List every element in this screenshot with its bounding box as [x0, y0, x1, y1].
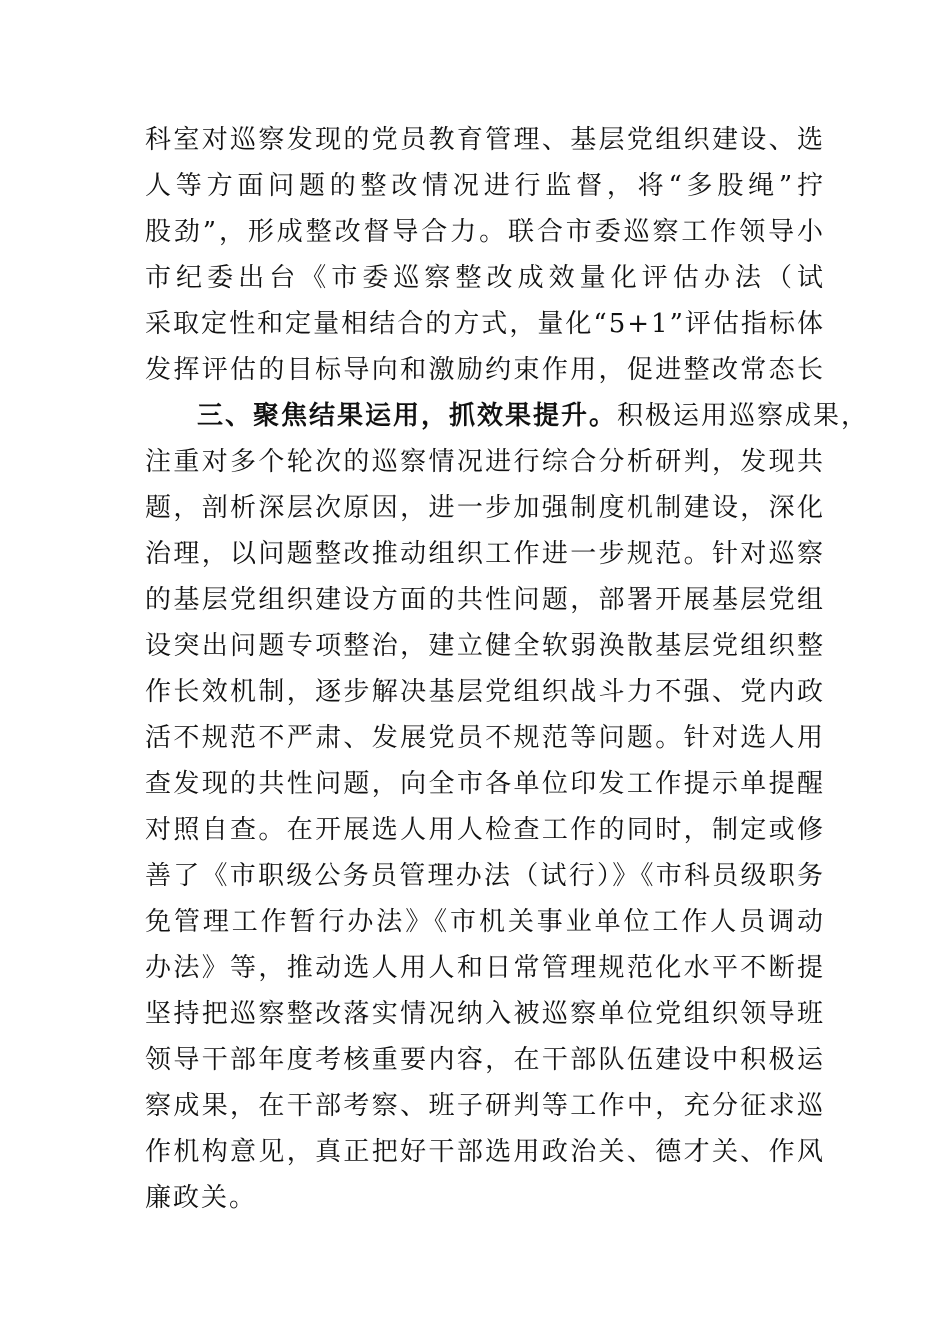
text-line: 的基层党组织建设方面的共性问题，部署开展基层党组 [145, 585, 825, 615]
text-line: 活不规范不严肃、发展党员不规范等问题。针对选人用 [145, 723, 825, 753]
text-line: 人等方面问题的整改情况进行监督，将“多股绳”拧 [145, 171, 825, 201]
text-line: 坚持把巡察整改落实情况纳入被巡察单位党组织领导班 [145, 999, 825, 1029]
text-line: 发挥评估的目标导向和激励约束作用，促进整改常态长 [145, 355, 825, 385]
text-run: 积极运用巡察成果， [617, 401, 870, 431]
text-line: 察成果，在干部考察、班子研判等工作中，充分征求巡 [145, 1091, 825, 1121]
text-line: 作机构意见，真正把好干部选用政治关、德才关、作风 [145, 1137, 825, 1167]
text-line: 办法》等，推动选人用人和日常管理规范化水平不断提 [145, 953, 825, 983]
text-line: 设突出问题专项整治，建立健全软弱涣散基层党组织整 [145, 631, 825, 661]
text-line: 注重对多个轮次的巡察情况进行综合分析研判，发现共 [145, 447, 825, 477]
text-line: 免管理工作暂行办法》《市机关事业单位工作人员调动 [145, 907, 825, 937]
text-line: 作长效机制，逐步解决基层党组织战斗力不强、党内政 [145, 677, 825, 707]
section-heading: 三、聚焦结果运用，抓效果提升。 [197, 401, 618, 431]
text-line: 治理，以问题整改推动组织工作进一步规范。针对巡察 [145, 539, 825, 569]
text-line: 领导干部年度考核重要内容，在干部队伍建设中积极运 [145, 1045, 825, 1075]
text-line: 市纪委出台《市委巡察整改成效量化评估办法（试 [145, 263, 825, 293]
paragraph-supervision [145, 117, 825, 393]
text-line: 题，剖析深层次原因，进一步加强制度机制建设，深化 [145, 493, 825, 523]
text-line: 查发现的共性问题，向全市各单位印发工作提示单提醒 [145, 769, 825, 799]
paragraph-result-application [145, 393, 870, 1221]
text-line: 对照自查。在开展选人用人检查工作的同时，制定或修 [145, 815, 825, 845]
text-line: 科室对巡察发现的党员教育管理、基层党组织建设、选 [145, 125, 825, 155]
text-line: 善了《市职级公务员管理办法（试行）》《市科员级职务 [145, 861, 825, 891]
text-line: 采取定性和定量相结合的方式，量化“5+1”评估指标体 [145, 309, 825, 339]
document-body [145, 117, 870, 1221]
text-line-last: 廉政关。 [145, 1183, 258, 1213]
paragraph-first-line [145, 393, 870, 439]
text-line: 股劲”，形成整改督导合力。联合市委巡察工作领导小 [145, 217, 825, 247]
